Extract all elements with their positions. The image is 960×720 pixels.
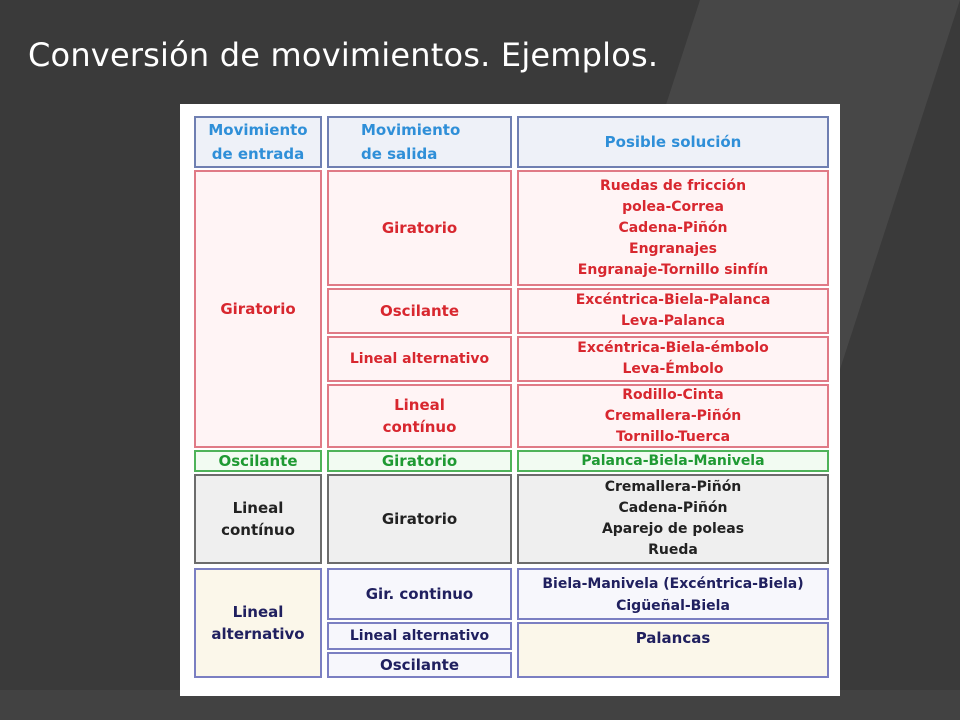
salida-gir-continuo (327, 568, 512, 620)
salida-label: Lineal alternativo (349, 351, 490, 367)
entrada-label: alternativo (211, 625, 305, 643)
salida-giratorio-2 (327, 450, 512, 472)
entrada-oscilante (194, 450, 322, 472)
solucion-line: Engranaje-Tornillo sinfín (577, 261, 769, 278)
salida-giratorio-3 (327, 474, 512, 564)
salida-label: Lineal (394, 396, 445, 414)
solucion-oscilante (517, 288, 829, 334)
header-line: de entrada (211, 145, 305, 163)
salida-label: Giratorio (381, 452, 458, 470)
salida-lineal-continuo (327, 384, 512, 448)
solucion-line: Tornillo-Tuerca (615, 428, 731, 445)
solucion-line: Rueda (648, 542, 698, 558)
header-entrada (194, 116, 322, 168)
entrada-label: contínuo (221, 521, 295, 539)
solucion-line: Cadena-Piñón (618, 219, 728, 236)
salida-label: Giratorio (381, 510, 458, 528)
solucion-line: Leva-Émbolo (622, 361, 724, 377)
header-salida (327, 116, 512, 168)
solucion-line: Cigüeñal-Biela (616, 598, 730, 614)
entrada-lineal-continuo (194, 474, 322, 564)
salida-oscilante (327, 288, 512, 334)
solucion-line: polea-Correa (622, 198, 724, 215)
salida-label: Giratorio (381, 219, 458, 237)
slide-title: Conversión de movimientos. Ejemplos. (28, 36, 659, 74)
solucion-line: Rodillo-Cinta (622, 386, 724, 403)
salida-label: Oscilante (380, 302, 459, 320)
conversion-table (180, 104, 840, 696)
salida-oscilante-2 (327, 652, 512, 678)
header-line: Movimiento (361, 121, 461, 139)
salida-label: Oscilante (380, 656, 459, 674)
header-line: Movimiento (208, 121, 308, 139)
header-line: de salida (361, 145, 438, 163)
entrada-giratorio (194, 170, 322, 448)
salida-label: Lineal alternativo (349, 628, 490, 644)
solucion-lineal-alternativo (517, 336, 829, 382)
solucion-line: Excéntrica-Biela-Palanca (575, 292, 771, 308)
entrada-lineal-alternativo (194, 568, 322, 678)
solucion-palanca (517, 450, 829, 472)
solucion-line: Engranajes (629, 240, 717, 257)
solucion-line: Leva-Palanca (620, 313, 726, 329)
salida-giratorio (327, 170, 512, 286)
solucion-giratorio (517, 170, 829, 286)
solucion-line: Cremallera-Piñón (604, 479, 742, 495)
solucion-palancas (517, 622, 829, 678)
solucion-lineal-continuo (517, 384, 829, 448)
entrada-label: Oscilante (218, 452, 298, 470)
entrada-label: Giratorio (220, 300, 296, 318)
salida-label: Gir. continuo (365, 585, 474, 603)
salida-label: contínuo (382, 418, 457, 436)
solucion-line: Excéntrica-Biela-émbolo (577, 340, 769, 356)
entrada-label: Lineal (232, 603, 284, 621)
salida-lineal-alternativo-2 (327, 622, 512, 650)
solucion-lineal-continuo-2 (517, 474, 829, 564)
solucion-line: Ruedas de fricción (599, 177, 747, 194)
solucion-line: Palanca-Biela-Manivela (581, 453, 765, 469)
solucion-line: Cremallera-Piñón (604, 407, 742, 424)
header-line: Posible solución (604, 133, 742, 151)
solucion-biela-manivela (517, 568, 829, 620)
salida-lineal-alternativo (327, 336, 512, 382)
entrada-label: Lineal (232, 499, 284, 517)
header-solucion (517, 116, 829, 168)
solucion-line: Aparejo de poleas (601, 521, 745, 537)
solucion-line: Cadena-Piñón (618, 500, 728, 516)
solucion-line: Biela-Manivela (Excéntrica-Biela) (542, 576, 804, 592)
solucion-line: Palancas (635, 629, 711, 647)
